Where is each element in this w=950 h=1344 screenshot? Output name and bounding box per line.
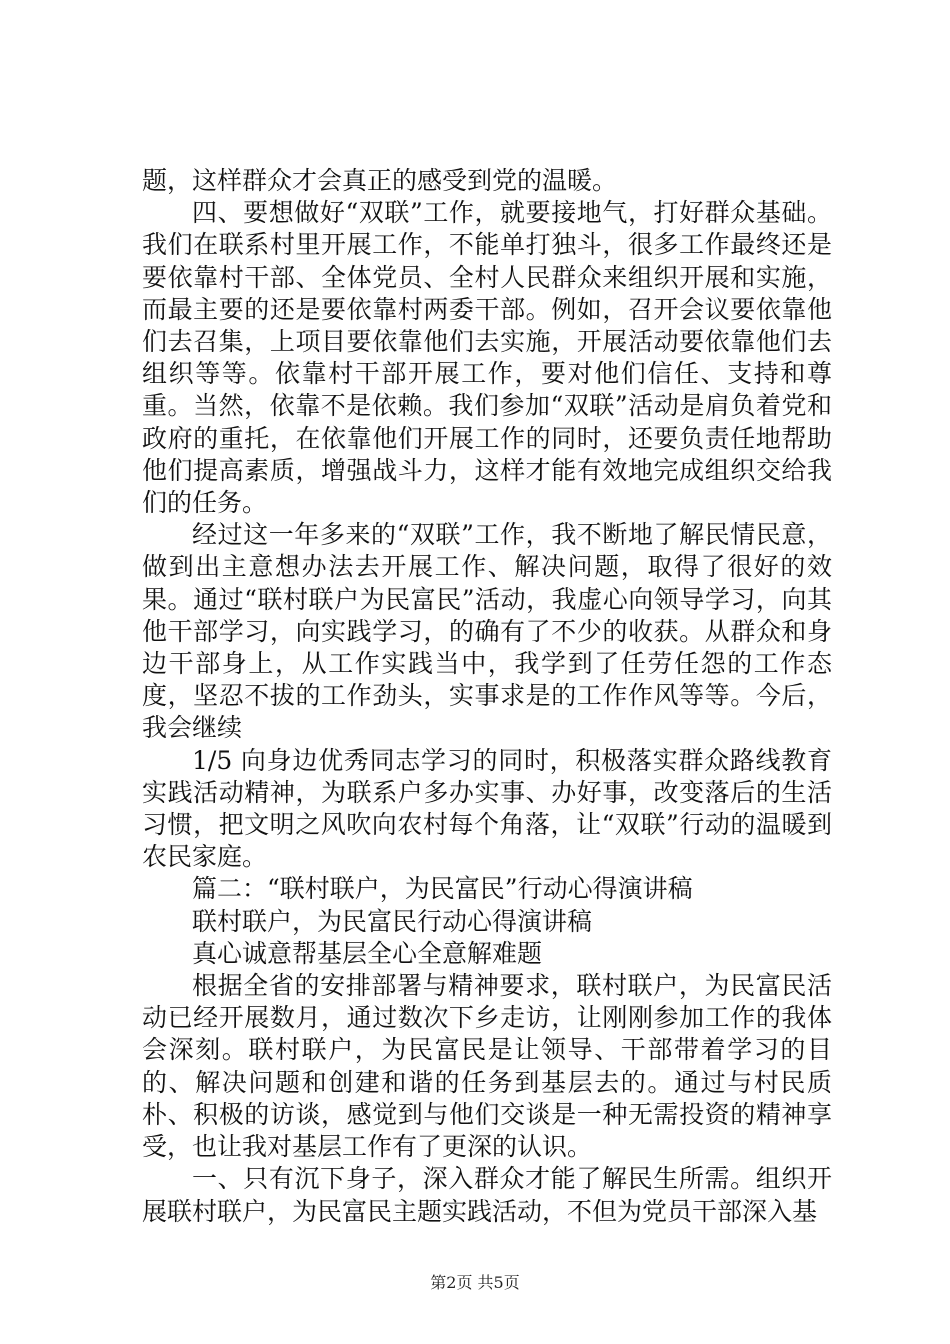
page-number-footer: 第2页 共5页: [430, 1273, 520, 1292]
paragraph-intro: 根据全省的安排部署与精神要求，联村联户，为民富民活动已经开展数月，通过数次下乡走访，让刚刚参加工作的我体会深刻。联村联户，为民富民是让领导、干部带着学习的目的、解决问题和创建和谐的任务到基层去的。通过与村民质朴、积极的访谈，感觉到与他们交谈是一种无需投资的精神享受，也让我对基层工作有了更深的认识。: [142, 971, 832, 1162]
heading-speech-title: 联村联户，为民富民行动心得演讲稿: [192, 906, 593, 936]
paragraph-section-four: 四、要想做好“双联”工作，就要接地气，打好群众基础。我们在联系村里开展工作，不能单打独斗，很多工作最终还是要依靠村干部、全体党员、全村人民群众来组织开展和实施，而最主要的还是要依靠村两委干部。例如，召开会议要依靠他们去召集，上项目要依靠他们去实施，开展活动要依靠他们去组织等等。依靠村干部开展工作，要对他们信任、支持和尊重。当然，依靠不是依赖。我们参加“双联”活动是肩负着党和政府的重托，在依靠他们开展工作的同时，还要负责任地帮助他们提高素质，增强战斗力，这样才能有效地完成组织交给我们的任务。: [142, 198, 832, 518]
paragraph-learning: 1/5 向身边优秀同志学习的同时，积极落实群众路线教育实践活动精神，为联系户多办实事、办好事，改变落后的生活习惯，把文明之风吹向农村每个角落，让“双联”行动的温暖到农民家庭。: [142, 745, 832, 872]
document-body: [142, 165, 832, 1228]
paragraph-experience: 经过这一年多来的“双联”工作，我不断地了解民情民意，做到出主意想办法去开展工作、解决问题，取得了很好的效果。通过“联村联户为民富民”活动，我虚心向领导学习，向其他干部学习，向实践学习，的确有了不少的收获。从群众和身边干部身上，从工作实践当中，我学到了任劳任怨的工作态度，坚忍不拔的工作劲头，实事求是的工作作风等等。今后，我会继续: [142, 520, 832, 743]
heading-part-two: 篇二：“联村联户，为民富民”行动心得演讲稿: [192, 874, 693, 904]
heading-subtitle: 真心诚意帮基层全心全意解难题: [192, 938, 543, 968]
paragraph-point-one: 一、只有沉下身子，深入群众才能了解民生所需。组织开展联村联户，为民富民主题实践活动，不但为党员干部深入基: [142, 1164, 832, 1226]
paragraph-continuation: 题，这样群众才会真正的感受到党的温暖。: [142, 166, 618, 195]
